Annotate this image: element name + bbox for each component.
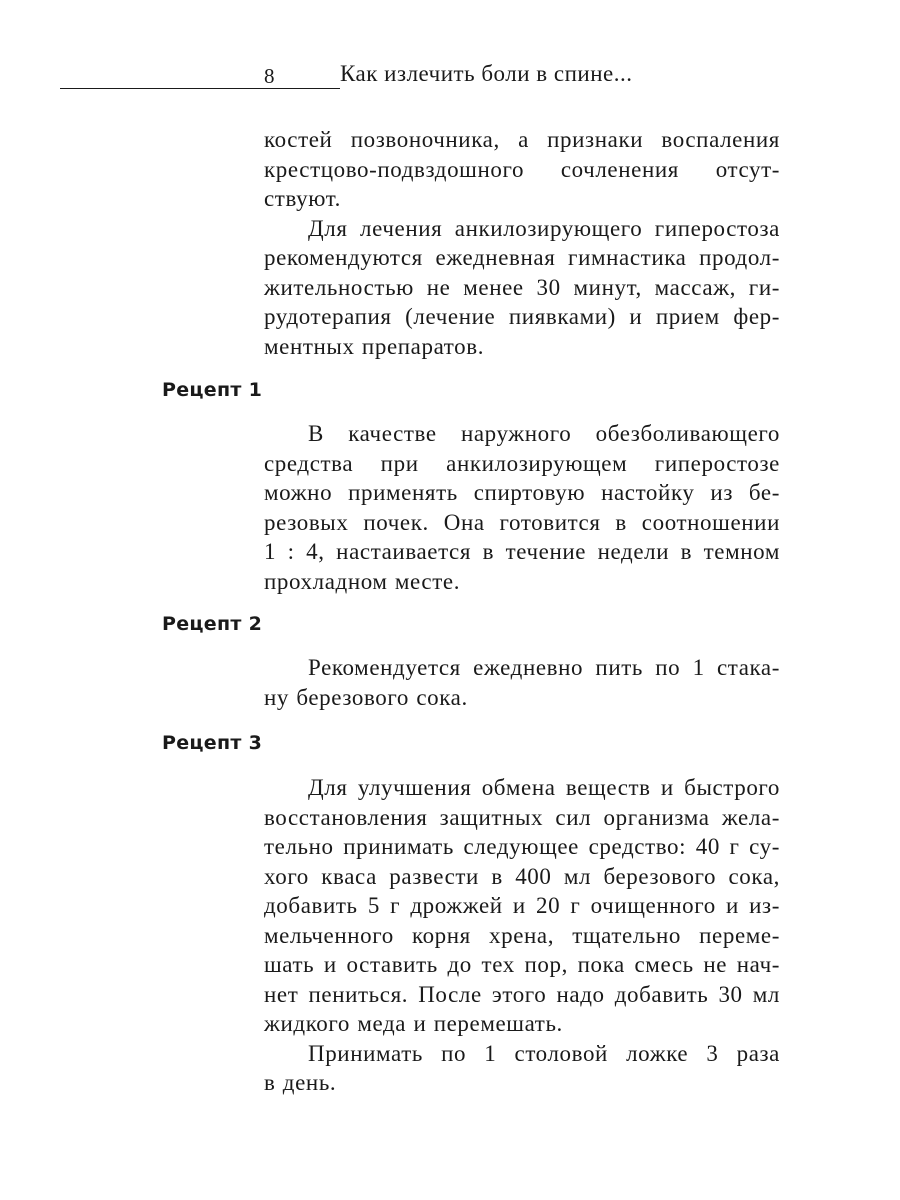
text-line: резовых почек. Она готовится в соотношении (264, 509, 780, 535)
text-line: добавить 5 г дрожжей и 20 г очищенного и из- (264, 893, 780, 918)
text-line: Рекомендуется ежедневно пить по 1 стака- (308, 655, 780, 680)
recipe-3-paragraph-1 (264, 773, 780, 1039)
text-line: шать и оставить до тех пор, пока смесь не нач- (264, 952, 780, 977)
text-line: средства при анкилозирующем гиперостозе (264, 450, 780, 476)
text-line: Принимать по 1 столовой ложке 3 раза (308, 1040, 780, 1066)
intro-text (264, 125, 780, 361)
text-line: можно применять спиртовую настойку из бе- (264, 480, 780, 505)
text-line: нет пениться. После этого надо добавить 30 мл (264, 981, 780, 1007)
text-line: рекомендуются ежедневная гимнастика продол- (264, 245, 780, 270)
text-line: жидкого меда и перемешать. (264, 1011, 563, 1036)
text-line: Для лечения анкилозирующего гиперостоза (308, 215, 780, 241)
text-line: прохладном месте. (264, 568, 461, 594)
text-line: мельченного корня хрена, тщательно переме- (264, 922, 780, 948)
text-line: восстановления защитных сил организма жела- (264, 804, 780, 830)
text-line: тельно принимать следующее средство: 40 г су- (264, 834, 780, 859)
recipe-2-heading: Рецепт 2 (162, 613, 263, 635)
text-line: ствуют. (264, 186, 341, 211)
text-line: Для улучшения обмена веществ и быстрого (308, 775, 780, 800)
recipe-2-text (264, 653, 780, 712)
text-line: костей позвоночника, а признаки воспаления (264, 127, 780, 152)
recipe-1-paragraph (264, 419, 780, 596)
text-line: ментных препаратов. (264, 333, 485, 359)
recipe-3-text (264, 773, 780, 1098)
page-number: 8 (264, 64, 275, 88)
text-line: ну березового сока. (264, 684, 468, 710)
text-line: В качестве наружного обезболивающего (308, 421, 780, 446)
text-line: в день. (264, 1070, 337, 1095)
recipe-3-heading: Рецепт 3 (162, 732, 263, 754)
recipe-1-heading: Рецепт 1 (162, 379, 263, 401)
running-title: Как излечить боли в спине... (340, 61, 633, 86)
recipe-2-paragraph (264, 653, 780, 712)
text-line: жительностью не менее 30 минут, массаж, ги- (264, 274, 780, 300)
intro-paragraph-2 (264, 214, 780, 362)
text-line: 1 : 4, настаивается в течение недели в темном (264, 539, 780, 564)
recipe-3-paragraph-2 (264, 1039, 780, 1098)
text-line: рудотерапия (лечение пиявками) и прием фер- (264, 304, 780, 329)
text-line: крестцово-подвздошного сочленения отсут- (264, 156, 780, 182)
text-line: хого кваса развести в 400 мл березового сока, (264, 863, 780, 889)
recipe-1-text (264, 419, 780, 596)
intro-paragraph-1 (264, 125, 780, 214)
header-rule (60, 88, 340, 89)
